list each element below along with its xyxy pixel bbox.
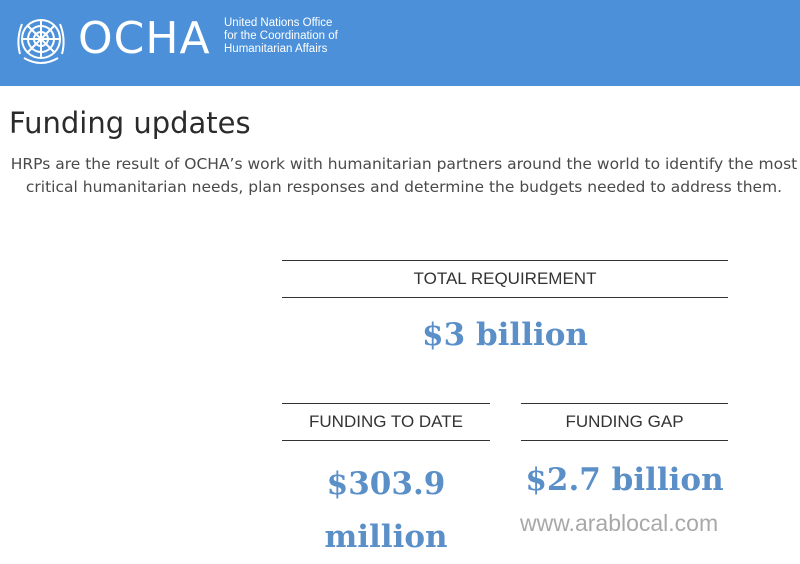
logo-subtitle-line: United Nations Office xyxy=(224,17,333,29)
funding-gap-value: $2.7 billion xyxy=(525,462,724,498)
watermark: www.arablocal.com xyxy=(520,510,719,536)
ocha-logo[interactable]: OCHA xyxy=(78,13,211,64)
logo-subtitle xyxy=(224,17,364,56)
logo-subtitle-line: Humanitarian Affairs xyxy=(224,43,328,55)
funding-to-date-value: $303.9 million xyxy=(324,466,448,555)
site-header xyxy=(0,0,800,86)
total-requirement-value: $3 billion xyxy=(422,317,588,353)
intro-paragraph: HRPs are the result of OCHA’s work with humanitarian partners around the world to identify the most critical humanitarian needs, plan responses and determine the budgets needed to address them. xyxy=(10,155,798,196)
un-emblem-icon[interactable] xyxy=(12,10,70,68)
page-title: Funding updates xyxy=(9,106,251,140)
total-requirement-label: TOTAL REQUIREMENT xyxy=(282,260,728,298)
logo-subtitle-line: for the Coordination of xyxy=(224,30,338,42)
funding-gap-label: FUNDING GAP xyxy=(521,403,728,441)
funding-to-date-label: FUNDING TO DATE xyxy=(282,403,490,441)
